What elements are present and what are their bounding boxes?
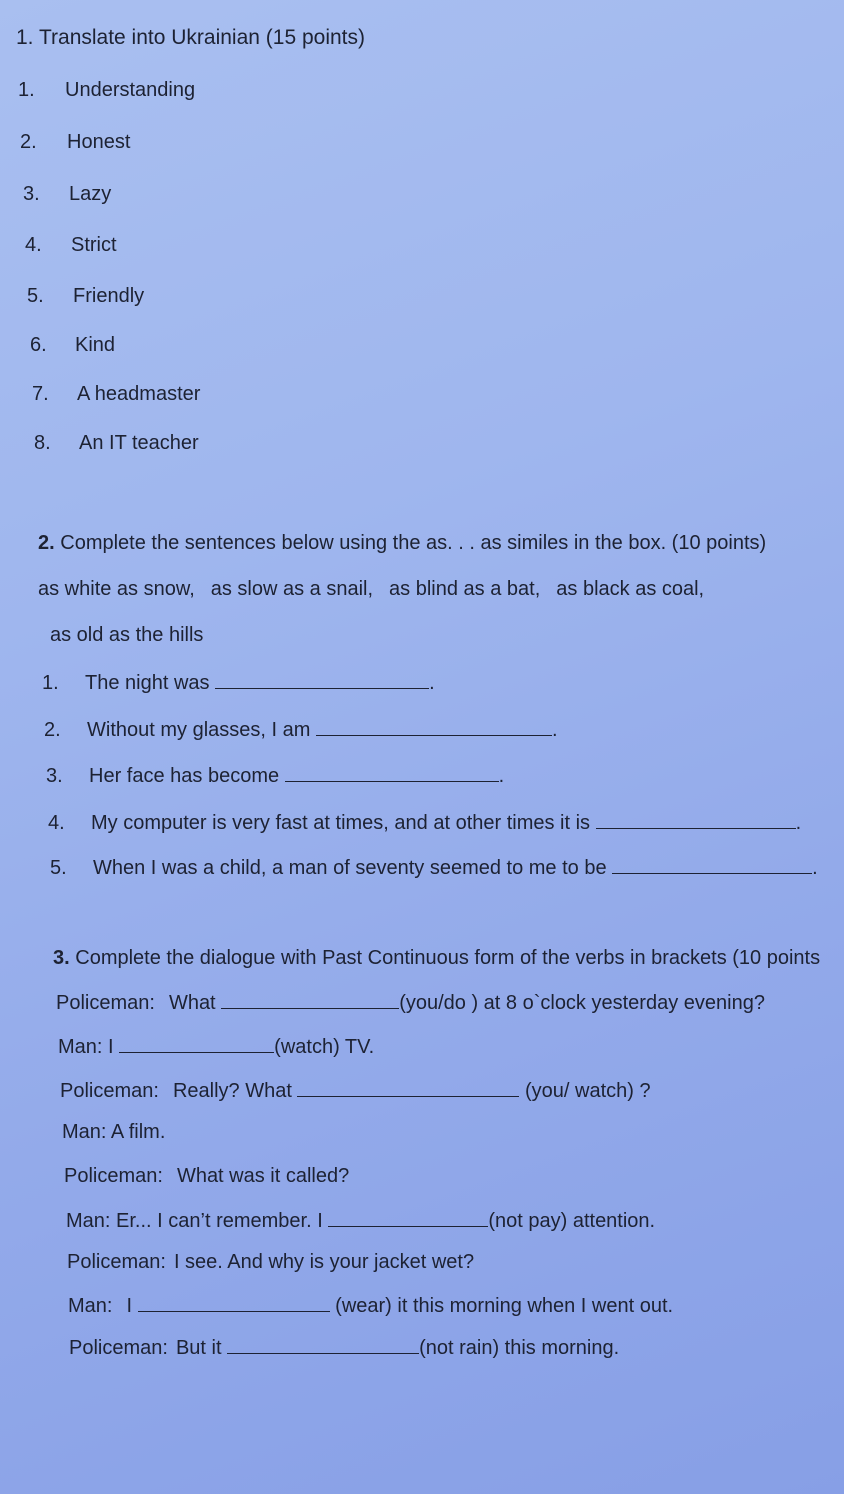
dialogue-text: A film.: [110, 1121, 166, 1143]
answer-blank[interactable]: [221, 990, 399, 1009]
item-number: 5.: [50, 857, 67, 879]
sentence-text: The night was: [85, 672, 210, 694]
sentence-text: Without my glasses, I am: [87, 719, 311, 741]
answer-blank[interactable]: [285, 763, 499, 782]
answer-blank[interactable]: [119, 1034, 274, 1053]
speaker: Policeman:: [67, 1251, 166, 1273]
speaker: Man:: [62, 1121, 107, 1143]
list-item: [30, 333, 115, 357]
item-number: 4.: [25, 234, 42, 256]
section1-title: 1. Translate into Ukrainian (15 points): [16, 26, 366, 49]
sentence-text: When I was a child, a man of seventy seemed to me to be: [93, 857, 607, 879]
speaker: Policeman:: [64, 1165, 163, 1187]
simile: as black as coal,: [556, 578, 705, 600]
answer-blank[interactable]: [316, 717, 552, 736]
dialogue-text: I: [126, 1295, 133, 1317]
dialogue-line: [56, 990, 765, 1015]
list-item: [25, 233, 117, 257]
item-number: 4.: [48, 812, 65, 834]
answer-blank[interactable]: [297, 1078, 519, 1097]
dialogue-line: [67, 1250, 474, 1274]
dialogue-text: What was it called?: [176, 1165, 350, 1187]
item-number: 1.: [42, 672, 59, 694]
dialogue-text: But it: [175, 1337, 222, 1359]
list-item: [32, 382, 200, 406]
sentence-text: Her face has become: [89, 765, 280, 787]
answer-blank[interactable]: [215, 670, 429, 689]
verb-hint: (wear) it this morning when I went out.: [335, 1295, 674, 1317]
section2-title-text: Complete the sentences below using the as. . . as similes in the box. (10 points): [60, 532, 767, 554]
list-item: [20, 130, 130, 154]
period: .: [551, 719, 558, 741]
section3-title-text: Complete the dialogue with Past Continuous form of the verbs in brackets (10 points: [75, 947, 821, 969]
simile: as slow as a snail,: [210, 578, 374, 600]
list-item: [27, 284, 144, 308]
verb-hint: (watch) TV.: [274, 1036, 375, 1058]
item-number: 5.: [27, 285, 44, 307]
item-text: Kind: [75, 334, 116, 356]
list-item: [23, 182, 111, 206]
speaker: Man:: [68, 1295, 113, 1317]
verb-hint: (you/ watch) ?: [525, 1080, 651, 1102]
sentence-text: My computer is very fast at times, and at other times it is: [91, 812, 591, 834]
simile: as blind as a bat,: [389, 578, 541, 600]
item-text: Understanding: [65, 79, 196, 101]
item-number: 2.: [44, 719, 61, 741]
item-text: Strict: [71, 234, 117, 256]
period: .: [498, 765, 505, 787]
item-number: 8.: [34, 432, 51, 454]
dialogue-text: Really? What: [172, 1080, 292, 1102]
dialogue-line: [66, 1208, 655, 1233]
verb-hint: (not pay) attention.: [488, 1210, 656, 1232]
section3-title: [53, 946, 820, 970]
item-text: A headmaster: [77, 383, 201, 405]
item-text: Lazy: [69, 183, 112, 205]
item-text: Honest: [67, 131, 131, 153]
sentence-item: [44, 717, 558, 742]
speaker: Man:: [58, 1036, 103, 1058]
list-item: [18, 78, 195, 102]
dialogue-text: Er... I can’t remember. I: [116, 1210, 323, 1232]
speaker: Policeman:: [69, 1337, 168, 1359]
item-number: 1.: [18, 79, 35, 101]
item-number: 7.: [32, 383, 49, 405]
verb-hint: (you/do ) at 8 o`clock yesterday evening?: [399, 992, 765, 1014]
section2-number: 2.: [38, 532, 55, 554]
sentence-item: [48, 810, 801, 835]
speaker: Policeman:: [56, 992, 155, 1014]
dialogue-text: I: [108, 1036, 114, 1058]
period: .: [795, 812, 802, 834]
answer-blank[interactable]: [596, 810, 796, 829]
dialogue-line: [69, 1335, 619, 1360]
item-number: 3.: [46, 765, 63, 787]
dialogue-line: [64, 1164, 349, 1188]
period: .: [429, 672, 435, 694]
dialogue-text: I see. And why is your jacket wet?: [173, 1251, 475, 1273]
sentence-item: [50, 855, 818, 880]
dialogue-text: What: [168, 992, 216, 1014]
sentence-item: [42, 670, 435, 695]
section2-title: [38, 531, 766, 555]
section3-number: 3.: [53, 947, 70, 969]
item-number: 2.: [20, 131, 37, 153]
dialogue-line: [62, 1120, 165, 1144]
item-text: Friendly: [73, 285, 145, 307]
dialogue-line: [68, 1293, 673, 1318]
item-text: An IT teacher: [79, 432, 199, 454]
list-item: [34, 431, 199, 455]
simile: as old as the hills: [50, 624, 204, 646]
speaker: Man:: [66, 1210, 111, 1232]
item-number: 3.: [23, 183, 40, 205]
item-number: 6.: [30, 334, 47, 356]
dialogue-line: [60, 1078, 651, 1103]
simile: as white as snow,: [38, 578, 195, 600]
speaker: Policeman:: [60, 1080, 159, 1102]
verb-hint: (not rain) this morning.: [419, 1337, 620, 1359]
answer-blank[interactable]: [227, 1335, 419, 1354]
period: .: [812, 857, 818, 879]
answer-blank[interactable]: [138, 1293, 330, 1312]
similes-box: [38, 577, 704, 601]
sentence-item: [46, 763, 504, 788]
answer-blank[interactable]: [612, 855, 812, 874]
answer-blank[interactable]: [328, 1208, 488, 1227]
dialogue-line: [58, 1034, 374, 1059]
